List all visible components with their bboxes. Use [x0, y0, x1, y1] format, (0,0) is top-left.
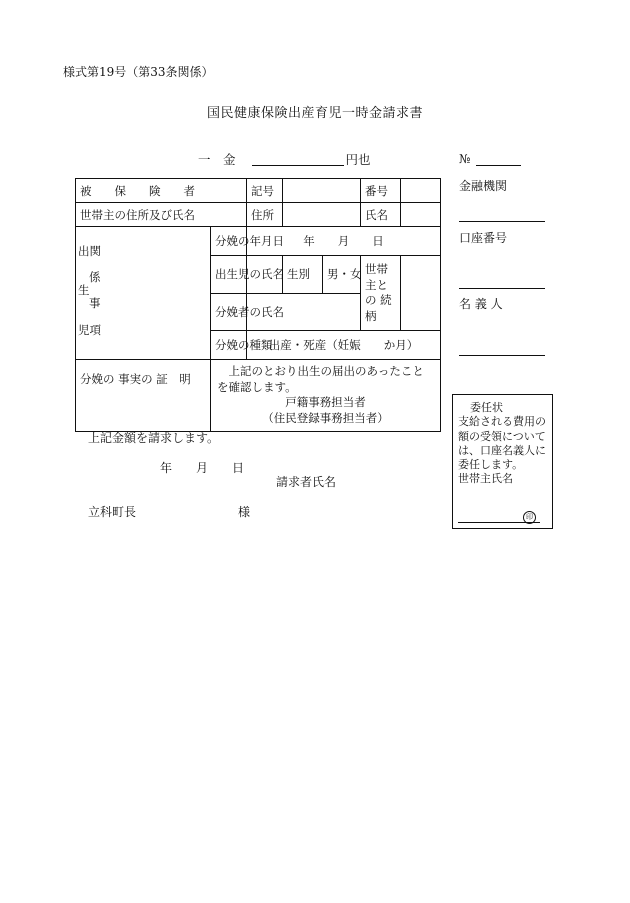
jusho-label: 住所 — [247, 203, 283, 227]
delivery-type-field[interactable]: 出産・死産（妊娠 か月） — [247, 331, 441, 360]
proxy-signer-line[interactable] — [458, 512, 540, 523]
confirm-text: 上記のとおり出生の届出のあったことを確認します。 — [217, 364, 424, 394]
officer-title: 戸籍事務担当者 — [285, 395, 366, 410]
account-number-line[interactable] — [459, 288, 545, 289]
name-label: 氏名 — [361, 203, 401, 227]
proxy-body: 支給される費用の額の受領については、口座名義人に委任します。 — [458, 415, 546, 472]
number-mark: № — [459, 152, 471, 166]
bank-institution-line[interactable] — [459, 221, 545, 222]
side-label-2: 係 — [89, 270, 101, 285]
amount-line — [198, 153, 371, 167]
mother-name-label: 分娩者の氏名 — [211, 293, 247, 331]
addressee: 立科町長 — [88, 505, 137, 519]
child-name-label: 出生児の氏名 — [211, 256, 247, 294]
account-number-label: 口座番号 — [459, 231, 508, 245]
address-field[interactable] — [283, 203, 361, 227]
account-holder-label: 名 義 人 — [459, 297, 503, 311]
requester-label: 請求者氏名 — [276, 475, 337, 489]
honorific: 様 — [238, 505, 251, 519]
number-mark-line[interactable] — [476, 165, 521, 166]
form-number: 様式第19号（第33条関係） — [63, 65, 214, 79]
seal-icon: 印 — [523, 511, 536, 524]
proxy-box — [452, 394, 553, 529]
sex-field[interactable]: 男・女 — [323, 256, 361, 294]
relation-label: 世帯主との 続 柄 — [361, 256, 401, 331]
proof-label: 分娩の 事実の 証 明 — [76, 360, 211, 432]
birth-section-label — [76, 227, 211, 360]
form-title: 国民健康保険出産育児一時金請求書 — [206, 106, 423, 121]
name-field[interactable] — [401, 203, 441, 227]
claim-table — [75, 178, 441, 432]
birth-date-field[interactable]: 年 月 日 — [247, 227, 441, 256]
insured-label: 被 保 険 者 — [80, 183, 195, 198]
symbol-field[interactable] — [283, 179, 361, 203]
request-text: 上記金額を請求します。 — [88, 431, 220, 445]
side-label-3: 生 — [78, 283, 90, 298]
birth-date-label: 分娩の年月日 — [211, 227, 247, 256]
amount-prefix: 一 金 — [198, 152, 236, 167]
proxy-heading: 委任状 — [470, 401, 503, 414]
insured-label-cell — [76, 179, 247, 203]
address-label: 世帯主の住所及び氏名 — [76, 203, 247, 227]
side-label-4: 事 — [89, 296, 101, 311]
side-label-5: 児項 — [78, 323, 101, 338]
number-label: 番号 — [361, 179, 401, 203]
side-label-1: 出関 — [78, 244, 101, 259]
officer-title-alt: （住民登録事務担当者） — [262, 410, 389, 425]
account-holder-line[interactable] — [459, 355, 545, 356]
amount-field[interactable] — [252, 153, 344, 166]
delivery-type-label: 分娩の種類 — [211, 331, 247, 360]
sex-label: 生別 — [283, 256, 323, 294]
amount-suffix: 円也 — [345, 152, 371, 167]
bank-institution-label: 金融機関 — [459, 179, 508, 193]
number-field[interactable] — [401, 179, 441, 203]
relation-field[interactable] — [401, 256, 441, 331]
proof-cell — [211, 360, 441, 432]
request-date[interactable]: 年 月 日 — [160, 461, 245, 475]
proxy-signer-label: 世帯主氏名 — [458, 472, 513, 486]
symbol-label: 記号 — [247, 179, 283, 203]
